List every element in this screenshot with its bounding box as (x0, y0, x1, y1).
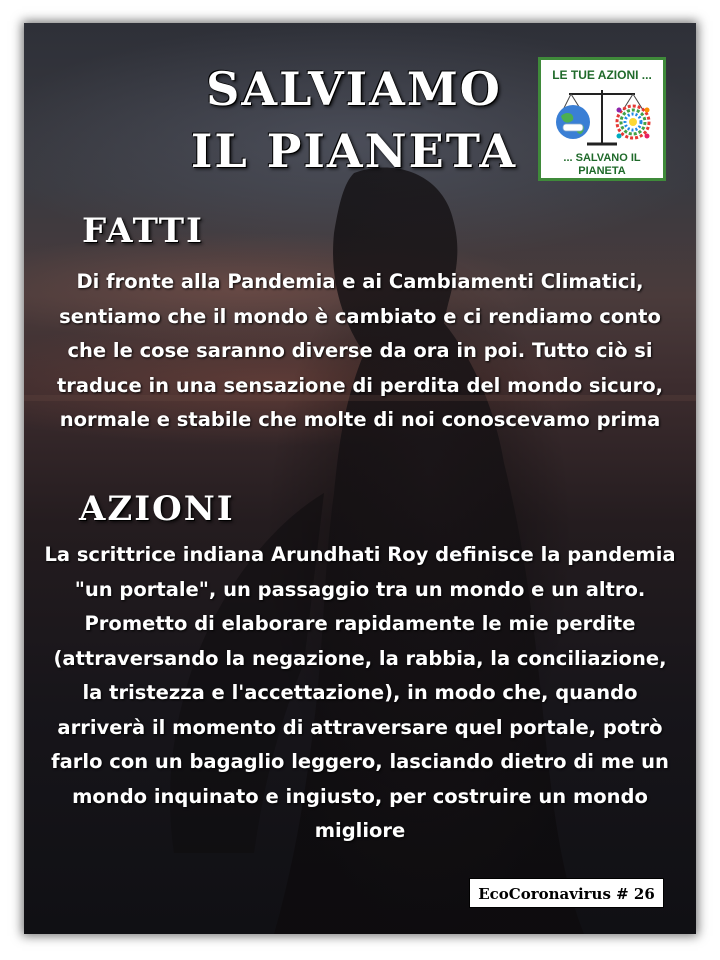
logo-top-text: LE TUE AZIONI ... (552, 68, 652, 82)
series-tag: EcoCoronavirus # 26 (469, 878, 664, 908)
section-text-azioni: La scrittrice indiana Arundhati Roy definisce la pandemia "un portale", un passaggio tra un mondo e un altro. Prometto di elaborare rapidamente le mie perdite (attraversando la negazione, la rabbia, la conciliazione, la tristezza e l'accettazione), in modo che, quando arriverà il momento di attraversare quel portale, potrò farlo con un bagaglio leggero, lasciando dietro di me un mondo inquinato e ingiusto, per costruire un mondo migliore (44, 543, 676, 842)
section-heading-fatti: FATTI (82, 211, 204, 251)
poster-frame (24, 23, 696, 934)
section-heading-azioni: AZIONI (79, 489, 235, 529)
logo-bottom-text: ... SALVANO IL PIANETA (563, 152, 641, 177)
campaign-logo (538, 57, 666, 181)
section-text-fatti: Di fronte alla Pandemia e ai Cambiamenti Climatici, sentiamo che il mondo è cambiato e ci rendiamo conto che le cose saranno diverse da ora in poi. Tutto ciò si traduce in una sensazione di perdita del mondo sicuro, normale e stabile che molte di noi conoscevamo prima (56, 270, 664, 431)
page-title: SALVIAMO IL PIANETA (190, 62, 518, 178)
earth-scale-people-icon (549, 84, 655, 150)
